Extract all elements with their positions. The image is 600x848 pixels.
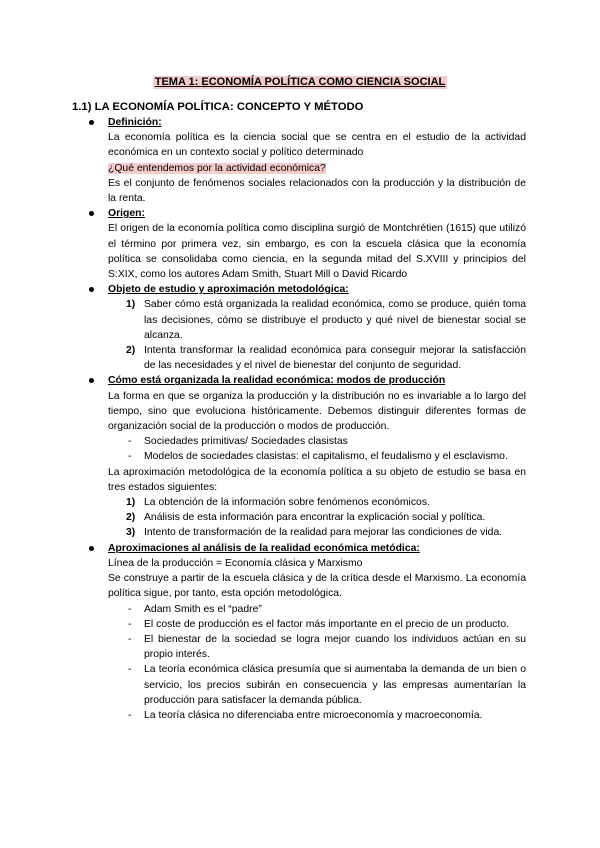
item-number: 1) [126,497,136,509]
item-number: 1) [126,299,136,311]
definicion-question: ¿Qué entendemos por la actividad económica? [108,162,326,174]
organizada-item: 2) Análisis de esta información para encontrar la explicación social y política. [0,510,526,525]
dash-marker: - [128,709,132,721]
organizada-heading: Cómo está organizada la realidad económica: modos de producción [108,375,446,387]
origen-text: El origen de la economía política como disciplina surgió de Montchrétien (1615) que utilizó el término por primera vez, sin embargo, es con la escuela clásica que la economía política se consolidaba como ciencia, en la segunda mitad del S.XVIII y principios del S:XIX, como los autores Adam Smith, Stuart Mill o David Ricardo [108,223,526,281]
organizada-text2: La aproximación metodológica de la economía política a su objeto de estudio se basa en tres estados siguientes: [108,466,526,493]
dash-marker: - [128,436,132,448]
definicion-heading: Definición: [108,117,162,128]
organizada-text: La forma en que se organiza la producción y la distribución no es invariable a lo largo del tiempo, sino que evoluciona históricamente. Debemos distinguir diferentes formas de organización social de la producción o modos de producción. [108,390,526,433]
item-number: 2) [126,345,136,357]
document-body [0,115,600,723]
dash-item: - La teoría clásica no diferenciaba entre microeconomía y macroeconomía. [0,708,526,723]
definicion-text: La economía política es la ciencia social que se centra en el estudio de la actividad económica en un contexto social y político determinado [108,132,526,159]
dash-marker: - [128,451,132,463]
bullet-origen [0,206,526,282]
bullet-organizada [0,373,526,434]
dash-item: - La teoría económica clásica presumía que si aumentaba la demanda de un bien o servicio, los precios subirán en consecuencia y las empresas aumentarían la producción para satisfacer la demanda pública. [128,664,526,706]
bullet-icon [89,546,94,551]
aproximaciones-line1: Línea de la producción = Economía clásica y Marxismo [108,557,363,569]
bullet-objeto [0,282,526,297]
organizada-item: 1) La obtención de la información sobre fenómenos económicos. [0,495,526,510]
bullet-definicion [0,115,526,206]
bullet-aproximaciones [0,541,526,602]
dash-item: - El coste de producción es el factor más importante en el precio de un producto. [0,617,526,632]
aproximaciones-heading: Aproximaciones al análisis de la realidad económica metódica: [108,542,420,554]
item-number: 3) [126,527,136,539]
dash-item: - Adam Smith es el “padre” [0,602,526,617]
dash-item: - El bienestar de la sociedad se logra mejor cuando los individuos actúan en su propio interés. [128,633,526,661]
organizada-text2-block [0,465,526,495]
origen-heading: Origen: [108,208,145,220]
dash-marker: - [128,603,132,615]
dash-marker: - [128,664,132,676]
definicion-answer: Es el conjunto de fenómenos sociales relacionados con la producción y la distribución de la renta. [108,177,526,205]
objeto-item: 2) Intenta transformar la realidad económica para conseguir mejorar la satisfacción de las necesidades y el nivel de bienestar del conjunto de seguridad. [126,345,526,372]
dash-marker: - [128,618,132,630]
bullet-icon [89,120,94,125]
bullet-icon [89,287,94,292]
dash-marker: - [128,633,132,645]
item-number: 2) [126,512,136,524]
document-title: TEMA 1: ECONOMÍA POLÍTICA COMO CIENCIA SOCIAL [154,76,446,88]
dash-item: - Sociedades primitivas/ Sociedades clasistas [0,434,526,449]
objeto-item: 1) Saber cómo está organizada la realidad económica, como se produce, quién toma las decisiones, cómo se distribuye el producto y qué nivel de bienestar social se alcanza. [126,299,526,341]
organizada-item: 3) Intento de transformación de la realidad para mejorar las condiciones de vida. [0,525,526,540]
objeto-heading: Objeto de estudio y aproximación metodológica: [108,284,349,296]
bullet-icon [89,378,94,383]
dash-item: - Modelos de sociedades clasistas: el capitalismo, el feudalismo y el esclavismo. [0,449,526,464]
aproximaciones-text: Se construye a partir de la escuela clásica y de la crítica desde el Marxismo. La economía política sigue, por tanto, esta opción metodológica. [108,573,526,600]
section-heading: 1.1) LA ECONOMÍA POLÍTICA: CONCEPTO Y MÉTODO [72,101,364,113]
bullet-icon [89,211,94,216]
